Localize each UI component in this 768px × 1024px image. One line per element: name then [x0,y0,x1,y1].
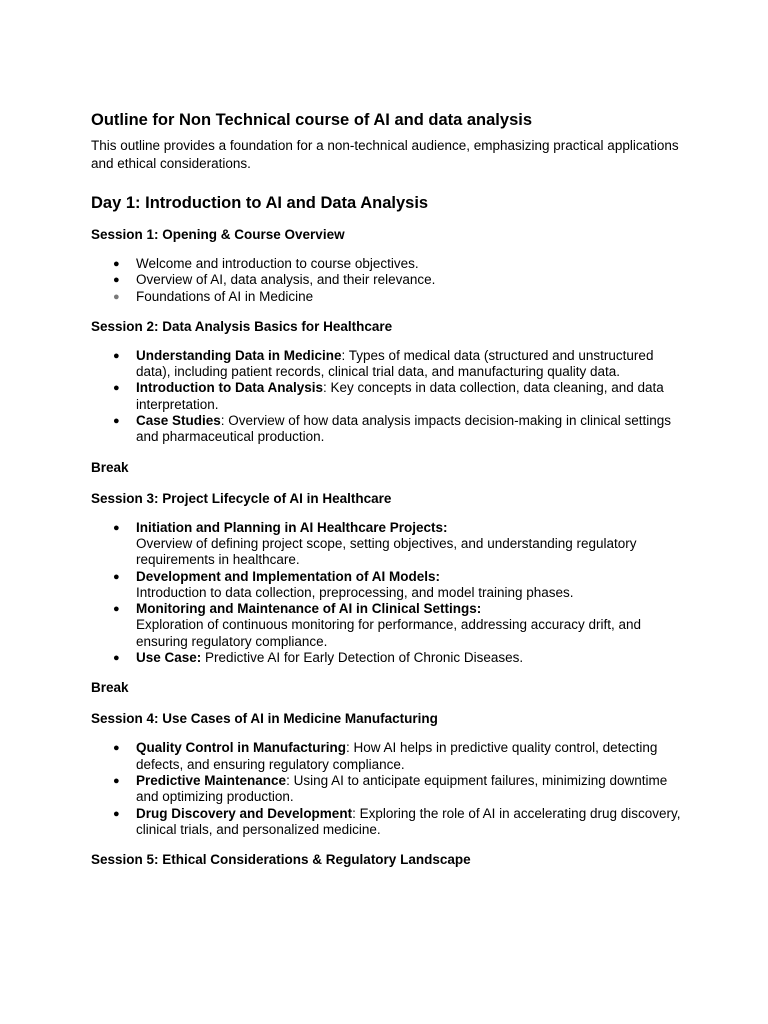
bullet-icon: ● [113,290,120,303]
bullet-icon: ● [113,742,120,755]
session-1 [91,226,691,305]
bullet-icon: ● [113,274,120,287]
list-item-text: : Key concepts in data collection, data cleaning, and data interpretation. [136,380,664,412]
list-item [91,256,691,272]
session-4-title: Session 4: Use Cases of AI in Medicine Manufacturing [91,711,438,727]
list-item [91,380,691,413]
session-2-title: Session 2: Data Analysis Basics for Healthcare [91,318,393,334]
break-label: Break [91,459,129,475]
list-item-text: Exploration of continuous monitoring for performance, addressing accuracy drift, and ensuring regulatory compliance. [136,617,642,649]
list-item [91,601,691,650]
bullet-icon: ● [113,258,120,270]
list-item [91,348,691,381]
session-2 [91,318,691,446]
session-1-list [91,256,691,305]
list-item-text: Foundations of AI in Medicine [136,288,314,304]
list-item [91,806,691,839]
bullet-icon: ● [113,349,120,362]
list-item-text: : How AI helps in predictive quality control, detecting defects, and ensuring regulatory compliance. [136,740,658,772]
session-5-title: Session 5: Ethical Considerations & Regulatory Landscape [91,852,471,868]
list-item-term: Development and Implementation of AI Models: [136,568,441,584]
list-item-term: Use Case: [136,650,202,666]
list-item-term: Monitoring and Maintenance of AI in Clinical Settings: [136,601,482,617]
session-1-title: Session 1: Opening & Course Overview [91,227,345,242]
document-page [91,109,691,869]
bullet-icon: ● [113,415,120,428]
list-item-text: Overview of AI, data analysis, and their relevance. [136,272,436,288]
list-item-text: Introduction to data collection, preprocessing, and model training phases. [136,584,574,600]
session-4 [91,710,691,838]
list-item-term: Quality Control in Manufacturing [136,740,346,756]
session-4-list [91,740,691,838]
bullet-icon: ● [113,774,120,787]
list-item-text: : Using AI to anticipate equipment failures, minimizing downtime and optimizing production. [136,772,668,805]
list-item [91,740,691,773]
day-1-heading: Day 1: Introduction to AI and Data Analysis [91,194,429,212]
bullet-icon: ● [113,652,120,665]
list-item [91,650,691,666]
session-3 [91,490,691,667]
intro-paragraph: This outline provides a foundation for a non-technical audience, emphasizing practical applications and ethical considerations. [91,138,679,171]
session-5 [91,851,691,869]
bullet-icon: ● [113,807,120,820]
session-3-title: Session 3: Project Lifecycle of AI in Healthcare [91,490,392,506]
list-item [91,272,691,288]
list-item-text: : Exploring the role of AI in accelerating drug discovery, clinical trials, and personalized medicine. [136,805,681,837]
list-item [91,289,691,305]
list-item-term: Initiation and Planning in AI Healthcare Projects: [136,519,448,535]
bullet-icon: ● [113,603,120,616]
list-item-text: Predictive AI for Early Detection of Chronic Diseases. [201,650,524,666]
bullet-icon: ● [113,570,120,583]
list-item-text: : Types of medical data (structured and unstructured data), including patient records, clinical trial data, and manufacturing quality data. [136,347,654,380]
list-item-term: Introduction to Data Analysis [136,380,324,396]
list-item-term: Case Studies [136,413,221,429]
session-2-list [91,348,691,446]
list-item-term: Drug Discovery and Development [136,805,353,821]
session-3-list [91,520,691,667]
list-item [91,520,691,569]
bullet-icon: ● [113,521,120,534]
list-item-text: Overview of defining project scope, setting objectives, and understanding regulatory requirements in healthcare. [136,535,637,568]
list-item-term: Predictive Maintenance [136,772,287,788]
list-item-text: : Overview of how data analysis impacts decision-making in clinical settings and pharmaceutical production. [136,413,671,445]
list-item-text: Welcome and introduction to course objectives. [136,256,419,271]
list-item [91,569,691,602]
bullet-icon: ● [113,382,120,395]
break-label: Break [91,680,129,696]
list-item-term: Understanding Data in Medicine [136,347,342,363]
list-item [91,413,691,446]
document-title: Outline for Non Technical course of AI and data analysis [91,111,533,129]
list-item [91,773,691,806]
